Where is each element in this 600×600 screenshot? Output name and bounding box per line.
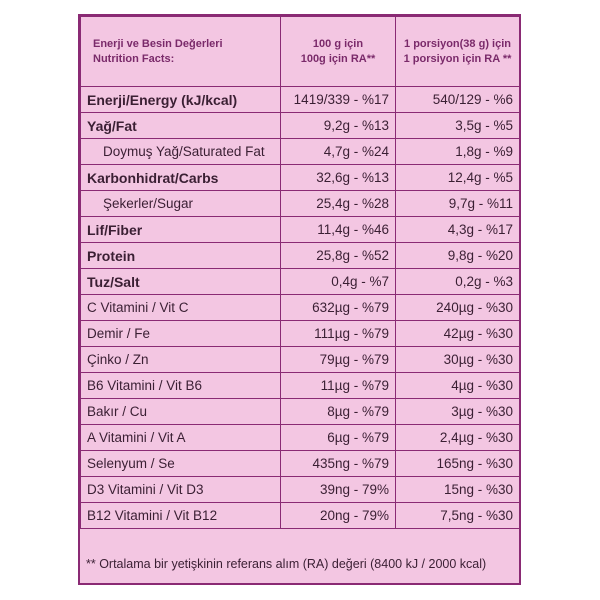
nutrient-label: B6 Vitamini / Vit B6 xyxy=(81,373,281,399)
value-per-100g: 79µg - %79 xyxy=(281,347,396,373)
nutrient-label: Tuz/Salt xyxy=(81,269,281,295)
nutrient-label: Lif/Fiber xyxy=(81,217,281,243)
table-row xyxy=(81,113,520,139)
value-per-100g: 25,4g - %28 xyxy=(281,191,396,217)
value-per-100g: 1419/339 - %17 xyxy=(281,87,396,113)
table-row xyxy=(81,503,520,529)
table-row xyxy=(81,399,520,425)
value-per-100g: 32,6g - %13 xyxy=(281,165,396,191)
value-per-100g: 6µg - %79 xyxy=(281,425,396,451)
value-per-portion: 9,8g - %20 xyxy=(396,243,520,269)
nutrient-label: Çinko / Zn xyxy=(81,347,281,373)
value-per-portion: 1,8g - %9 xyxy=(396,139,520,165)
header-per-portion-line-2: 1 porsiyon için RA ** xyxy=(403,52,512,65)
nutrient-label: Yağ/Fat xyxy=(81,113,281,139)
value-per-100g: 20ng - 79% xyxy=(281,503,396,529)
nutrient-label: Bakır / Cu xyxy=(81,399,281,425)
value-per-portion: 3µg - %30 xyxy=(396,399,520,425)
value-per-portion: 240µg - %30 xyxy=(396,295,520,321)
table-row xyxy=(81,217,520,243)
value-per-portion: 9,7g - %11 xyxy=(396,191,520,217)
nutrient-label: D3 Vitamini / Vit D3 xyxy=(81,477,281,503)
nutrient-label: Selenyum / Se xyxy=(81,451,281,477)
value-per-100g: 435ng - %79 xyxy=(281,451,396,477)
header-per-100g-line-1: 100 g için xyxy=(312,37,364,50)
nutrient-label: Demir / Fe xyxy=(81,321,281,347)
value-per-100g: 25,8g - %52 xyxy=(281,243,396,269)
header-per-100g xyxy=(281,17,396,87)
header-nutrition-facts xyxy=(81,17,281,87)
value-per-portion: 30µg - %30 xyxy=(396,347,520,373)
footnote: ** Ortalama bir yetişkinin referans alım (RA) değeri (8400 kJ / 2000 kcal) xyxy=(86,557,487,571)
value-per-100g: 4,7g - %24 xyxy=(281,139,396,165)
table-row xyxy=(81,373,520,399)
table-row xyxy=(81,269,520,295)
table-row xyxy=(81,139,520,165)
table-row xyxy=(81,87,520,113)
nutrient-label: Doymuş Yağ/Saturated Fat xyxy=(81,139,281,165)
nutrient-label: Enerji/Energy (kJ/kcal) xyxy=(81,87,281,113)
header-line-2: Nutrition Facts: xyxy=(93,52,175,65)
value-per-100g: 39ng - 79% xyxy=(281,477,396,503)
table-row xyxy=(81,295,520,321)
value-per-portion: 2,4µg - %30 xyxy=(396,425,520,451)
header-per-portion xyxy=(396,17,520,87)
value-per-portion: 4µg - %30 xyxy=(396,373,520,399)
value-per-portion: 4,3g - %17 xyxy=(396,217,520,243)
value-per-portion: 42µg - %30 xyxy=(396,321,520,347)
table-row xyxy=(81,321,520,347)
value-per-100g: 0,4g - %7 xyxy=(281,269,396,295)
nutrient-label: Protein xyxy=(81,243,281,269)
table-row xyxy=(81,165,520,191)
nutrient-label: C Vitamini / Vit C xyxy=(81,295,281,321)
table-row xyxy=(81,477,520,503)
nutrition-facts-table xyxy=(80,16,520,529)
nutrient-label: Karbonhidrat/Carbs xyxy=(81,165,281,191)
value-per-100g: 11µg - %79 xyxy=(281,373,396,399)
table-header-row xyxy=(81,17,520,87)
header-line-1: Enerji ve Besin Değerleri xyxy=(93,37,223,50)
nutrient-label: B12 Vitamini / Vit B12 xyxy=(81,503,281,529)
table-row xyxy=(81,425,520,451)
value-per-portion: 15ng - %30 xyxy=(396,477,520,503)
value-per-100g: 11,4g - %46 xyxy=(281,217,396,243)
nutrient-label: Şekerler/Sugar xyxy=(81,191,281,217)
value-per-portion: 7,5ng - %30 xyxy=(396,503,520,529)
table-row xyxy=(81,191,520,217)
header-per-100g-line-2: 100g için RA** xyxy=(300,52,376,65)
table-row xyxy=(81,451,520,477)
nutrient-label: A Vitamini / Vit A xyxy=(81,425,281,451)
header-per-portion-line-1: 1 porsiyon(38 g) için xyxy=(404,37,511,50)
value-per-100g: 9,2g - %13 xyxy=(281,113,396,139)
value-per-100g: 632µg - %79 xyxy=(281,295,396,321)
value-per-portion: 165ng - %30 xyxy=(396,451,520,477)
value-per-portion: 0,2g - %3 xyxy=(396,269,520,295)
table-row xyxy=(81,347,520,373)
value-per-100g: 111µg - %79 xyxy=(281,321,396,347)
value-per-portion: 12,4g - %5 xyxy=(396,165,520,191)
value-per-portion: 3,5g - %5 xyxy=(396,113,520,139)
table-row xyxy=(81,243,520,269)
value-per-100g: 8µg - %79 xyxy=(281,399,396,425)
value-per-portion: 540/129 - %6 xyxy=(396,87,520,113)
